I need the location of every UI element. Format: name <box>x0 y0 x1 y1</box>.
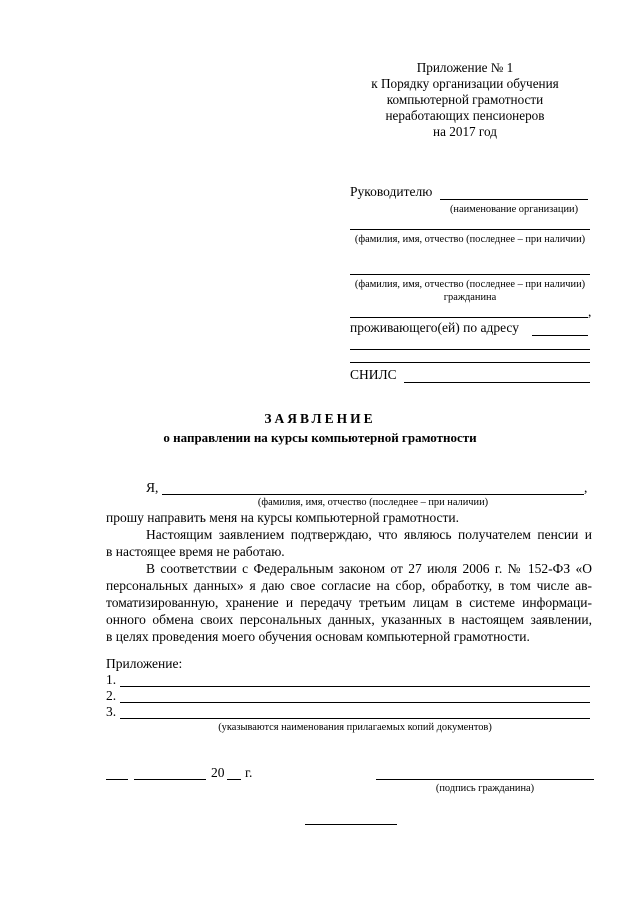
date-year-suffix: г. <box>245 765 253 780</box>
document-subtitle: о направлении на курсы компьютерной грамотности <box>163 430 477 445</box>
org-hint: (наименование организации) <box>449 204 579 215</box>
i-comma: , <box>584 480 588 495</box>
signature-hint: (подпись гражданина) <box>435 783 535 794</box>
signature-field[interactable] <box>376 779 594 780</box>
confirm-line: в настоящее время не работаю. <box>106 544 285 559</box>
applicant-fio-field[interactable] <box>162 494 584 495</box>
date-day-field[interactable] <box>106 779 128 780</box>
date-month-field[interactable] <box>134 779 206 780</box>
citizen-extra-field[interactable] <box>350 317 588 318</box>
appendix-reference-line: к Порядку организации обучения <box>371 76 559 91</box>
consent-line: онного обмена своих персональных данных, указанных в настоящем заявлении, <box>106 612 592 627</box>
request-line: прошу направить меня на курсы компьютерной грамотности. <box>106 510 460 525</box>
address-label: проживающего(ей) по адресу <box>350 320 519 335</box>
address-field-line2[interactable] <box>350 349 590 350</box>
comma: , <box>588 304 592 319</box>
date-year-field[interactable] <box>227 779 241 780</box>
address-field-line3[interactable] <box>350 362 590 363</box>
appendix-number: Приложение № 1 <box>416 60 514 75</box>
appendix-year: на 2017 год <box>433 124 497 139</box>
address-field[interactable] <box>532 335 588 336</box>
consent-line: в целях проведения моего обучения основам компьютерной грамотности. <box>106 629 530 644</box>
attachment-number: 1. <box>106 672 117 687</box>
attachment-field-2[interactable] <box>120 702 590 703</box>
head-fio-field[interactable] <box>350 229 590 230</box>
attachments-label: Приложение: <box>106 656 183 671</box>
applicant-fio-hint: (фамилия, имя, отчество (последнее – при наличии) <box>257 497 489 508</box>
head-name-field[interactable] <box>440 199 588 200</box>
footer-divider <box>305 824 397 825</box>
citizen-fio-hint: (фамилия, имя, отчество (последнее – при наличии) гражданина <box>354 279 586 303</box>
head-fio-hint: (фамилия, имя, отчество (последнее – при наличии) <box>354 234 586 245</box>
snils-label: СНИЛС <box>350 367 397 382</box>
snils-field[interactable] <box>404 382 590 383</box>
attachment-field-3[interactable] <box>120 718 590 719</box>
consent-line: В соответствии с Федеральным законом от 27 июля 2006 г. № 152-ФЗ «О <box>146 561 592 576</box>
document-title: ЗАЯВЛЕНИЕ <box>264 411 376 426</box>
consent-line: томатизированную, хранение и передачу третьим лицам в системе информаци- <box>106 595 592 610</box>
attachment-number: 3. <box>106 704 117 719</box>
appendix-reference-line: компьютерной грамотности <box>386 92 544 107</box>
attachments-hint: (указываются наименования прилагаемых копий документов) <box>218 722 492 733</box>
attachment-field-1[interactable] <box>120 686 590 687</box>
head-label: Руководителю <box>350 184 433 199</box>
date-year-prefix: 20 <box>211 765 225 780</box>
citizen-fio-field[interactable] <box>350 274 590 275</box>
statement-text <box>106 509 592 645</box>
appendix-header <box>340 60 590 140</box>
attachment-number: 2. <box>106 688 117 703</box>
confirm-line: Настоящим заявлением подтверждаю, что являюсь получателем пенсии и <box>146 527 592 542</box>
consent-line: персональных данных» я даю свое согласие на сбор, обработку, в том числе ав- <box>106 578 592 593</box>
appendix-reference-line: неработающих пенсионеров <box>385 108 545 123</box>
i-label: Я, <box>146 480 159 495</box>
